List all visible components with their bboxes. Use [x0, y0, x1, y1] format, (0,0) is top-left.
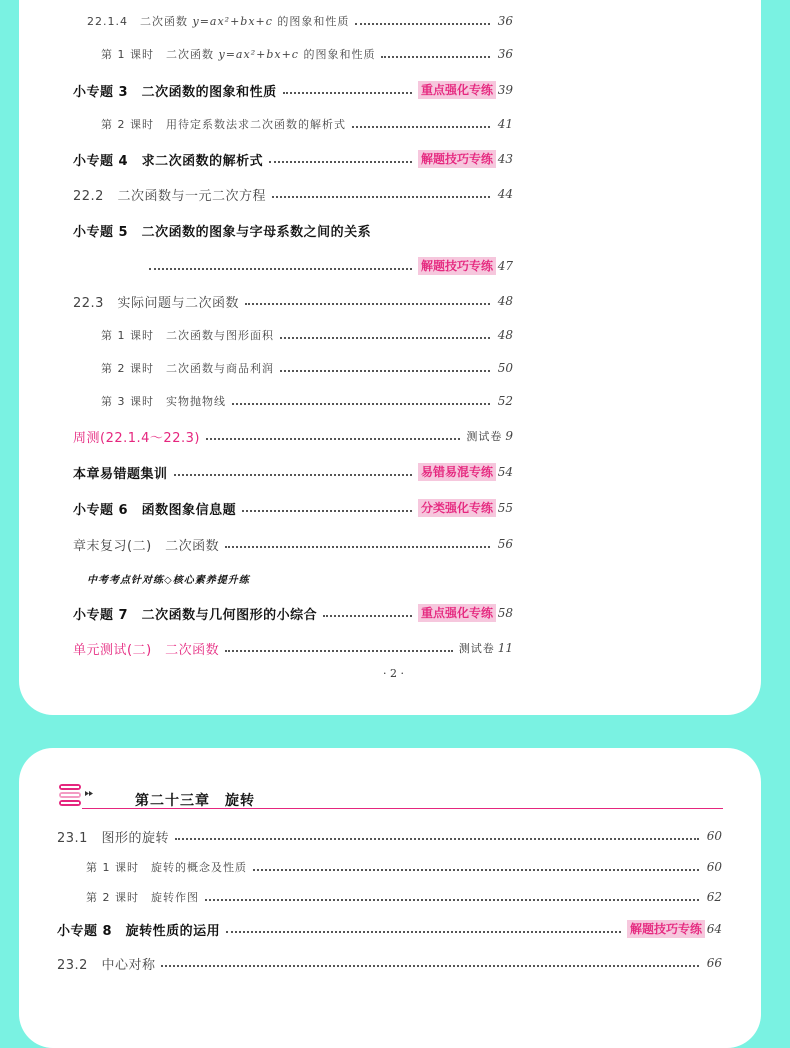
- page-number: 36: [497, 14, 513, 28]
- dot-leader: [323, 615, 412, 617]
- toc-entry-weekly-test[interactable]: [73, 424, 513, 448]
- practice-tag: 解题技巧专练: [627, 920, 705, 938]
- page-number: 64: [706, 922, 722, 936]
- page-number-footer: · 2 ·: [383, 667, 404, 680]
- dot-leader: [245, 303, 490, 305]
- toc-entry-label: 22.3 实际问题与二次函数: [73, 295, 239, 311]
- toc-entry[interactable]: [101, 323, 513, 347]
- toc-entry-topic[interactable]: [73, 460, 513, 484]
- dot-leader: [253, 869, 699, 871]
- page-number: 52: [497, 394, 513, 408]
- dot-leader: [225, 650, 453, 652]
- practice-tag: 解题技巧专练: [418, 257, 496, 275]
- dot-leader: [226, 931, 621, 933]
- practice-tag: 分类强化专练: [418, 499, 496, 517]
- toc-entry-topic[interactable]: [73, 147, 513, 171]
- toc-entry-section[interactable]: [73, 532, 513, 556]
- toc-entry[interactable]: [86, 855, 722, 879]
- page-number: 56: [497, 537, 513, 551]
- toc-entry-section[interactable]: [73, 182, 513, 206]
- toc-entry[interactable]: [101, 112, 513, 136]
- toc-entry[interactable]: [101, 356, 513, 380]
- page-number: 58: [497, 606, 513, 620]
- toc-entry-label: 小专题 5 二次函数的图象与字母系数之间的关系: [73, 224, 372, 240]
- page-number: 47: [497, 259, 513, 273]
- dot-leader: [225, 546, 490, 548]
- chapter-title: 第二十三章 旋转: [135, 793, 255, 809]
- dot-leader: [272, 196, 490, 198]
- toc-entry-label: 第 1 课时 二次函数 y=ax²+bx+c 的图象和性质: [101, 48, 376, 61]
- page-number: 60: [706, 860, 722, 874]
- dot-leader: [280, 337, 490, 339]
- toc-entry-section[interactable]: [57, 951, 722, 975]
- test-paper-number: 11: [497, 641, 513, 655]
- toc-entry-section[interactable]: [73, 289, 513, 313]
- dot-leader: [280, 370, 490, 372]
- toc-entry-label: 小专题 4 求二次函数的解析式: [73, 153, 264, 169]
- test-paper-label: 测试卷: [466, 430, 503, 443]
- page-number: 48: [497, 328, 513, 342]
- toc-entry-label: 第 2 课时 旋转作图: [86, 891, 199, 904]
- toc-entry-section[interactable]: [57, 824, 722, 848]
- page-number: 48: [497, 294, 513, 308]
- test-paper-number: 9: [505, 429, 513, 443]
- page-number: 54: [497, 465, 513, 479]
- practice-tag: 易错易混专练: [418, 463, 496, 481]
- page-number: 62: [706, 890, 722, 904]
- toc-entry-label: 第 1 课时 旋转的概念及性质: [86, 861, 247, 874]
- toc-entry-topic[interactable]: [57, 917, 722, 941]
- page-number: 36: [497, 47, 513, 61]
- page-number: 66: [706, 956, 722, 970]
- practice-tag: 重点强化专练: [418, 604, 496, 622]
- page-number: 44: [497, 187, 513, 201]
- toc-entry[interactable]: [101, 42, 513, 66]
- toc-entry-label: 第 3 课时 实物抛物线: [101, 395, 226, 408]
- test-paper-label: 测试卷: [458, 642, 495, 655]
- toc-entry[interactable]: [101, 389, 513, 413]
- dot-leader: [174, 474, 412, 476]
- dot-leader: [161, 965, 699, 967]
- toc-entry-label: 22.1.4 二次函数 y=ax²+bx+c 的图象和性质: [87, 15, 350, 28]
- toc-entry-topic[interactable]: [73, 496, 513, 520]
- dot-leader: [355, 23, 490, 25]
- toc-entry-label: 第 2 课时 二次函数与商品利润: [101, 362, 274, 375]
- toc-entry-label: 小专题 7 二次函数与几何图形的小综合: [73, 607, 318, 623]
- toc-entry-label: 本章易错题集训: [73, 466, 168, 482]
- page-number: 50: [497, 361, 513, 375]
- practice-tag: 重点强化专练: [418, 81, 496, 99]
- page-number: 55: [497, 501, 513, 515]
- dot-leader: [352, 126, 490, 128]
- page-number: 60: [706, 829, 722, 843]
- dot-leader: [205, 899, 699, 901]
- toc-entry-label: 小专题 8 旋转性质的运用: [57, 923, 221, 939]
- toc-entry[interactable]: [86, 885, 722, 909]
- toc-entry-label: 23.1 图形的旋转: [57, 830, 169, 846]
- toc-entry-unit-test[interactable]: [73, 636, 513, 660]
- toc-entry-label: 小专题 6 函数图象信息题: [73, 502, 237, 518]
- dot-leader: [269, 161, 412, 163]
- page-number: 41: [497, 117, 513, 131]
- toc-entry-topic[interactable]: [73, 601, 513, 625]
- toc-entry-topic[interactable]: [73, 78, 513, 102]
- toc-entry-label: 单元测试(二) 二次函数: [73, 642, 220, 658]
- toc-entry-label: 周测(22.1.4～22.3): [73, 430, 200, 446]
- toc-note: [87, 566, 387, 590]
- page-number: 43: [497, 152, 513, 166]
- chapter-header: [56, 778, 723, 812]
- page-number: 39: [497, 83, 513, 97]
- toc-entry-continuation[interactable]: [149, 254, 513, 278]
- chapter-underline: [82, 808, 723, 809]
- dot-leader: [149, 268, 412, 270]
- dot-leader: [242, 510, 412, 512]
- toc-entry-topic[interactable]: [73, 218, 513, 242]
- dot-leader: [206, 438, 460, 440]
- toc-entry-label: 第 1 课时 二次函数与图形面积: [101, 329, 274, 342]
- dot-leader: [175, 838, 699, 840]
- dot-leader: [283, 92, 412, 94]
- practice-tag: 解题技巧专练: [418, 150, 496, 168]
- dot-leader: [381, 56, 490, 58]
- toc-note-label: 中考考点针对练◇核心素养提升练: [87, 574, 250, 586]
- dot-leader: [232, 403, 490, 405]
- toc-entry-label: 小专题 3 二次函数的图象和性质: [73, 84, 277, 100]
- toc-entry-label: 章末复习(二) 二次函数: [73, 538, 220, 554]
- toc-entry-label: 22.2 二次函数与一元二次方程: [73, 188, 266, 204]
- toc-entry-label: 23.2 中心对称: [57, 957, 156, 973]
- stacked-books-icon: [56, 778, 96, 810]
- toc-entry[interactable]: [87, 9, 513, 33]
- toc-entry-label: 第 2 课时 用待定系数法求二次函数的解析式: [101, 118, 346, 131]
